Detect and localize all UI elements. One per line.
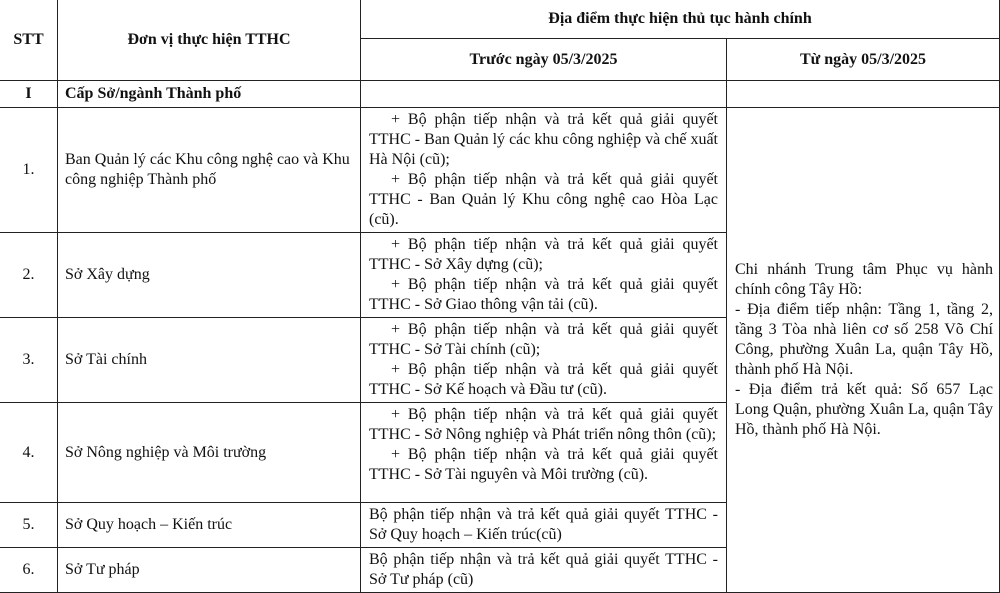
before-item: + Bộ phận tiếp nhận và trả kết quả giải quyết TTHC - Sở Tài chính (cũ); — [369, 321, 718, 358]
after-intro: Chi nhánh Trung tâm Phục vụ hành chính công Tây Hồ: — [735, 261, 993, 298]
row-unit: Sở Xây dựng — [58, 233, 361, 318]
header-after: Từ ngày 05/3/2025 — [727, 39, 1000, 81]
row-before — [361, 318, 727, 403]
after-location-cell — [727, 108, 1000, 593]
header-before: Trước ngày 05/3/2025 — [361, 39, 727, 81]
before-item: + Bộ phận tiếp nhận và trả kết quả giải quyết TTHC - Ban Quản lý Khu công nghệ cao Hòa Lạc (cũ). — [369, 171, 718, 228]
header-location: Địa điểm thực hiện thủ tục hành chính — [361, 0, 1000, 39]
row-unit: Sở Tài chính — [58, 318, 361, 403]
before-item: + Bộ phận tiếp nhận và trả kết quả giải quyết TTHC - Ban Quản lý các khu công nghiệp và chế xuất Hà Nội (cũ); — [369, 111, 718, 168]
section-numeral: I — [0, 81, 58, 108]
before-item: + Bộ phận tiếp nhận và trả kết quả giải quyết TTHC - Sở Kế hoạch và Đầu tư (cũ). — [369, 361, 718, 398]
section-after-empty — [727, 81, 1000, 108]
row-before — [361, 403, 727, 503]
row-unit: Sở Nông nghiệp và Môi trường — [58, 403, 361, 503]
section-title: Cấp Sở/ngành Thành phố — [58, 81, 361, 108]
row-number: 4. — [0, 403, 58, 503]
row-unit: Ban Quản lý các Khu công nghệ cao và Khu công nghiệp Thành phố — [58, 108, 361, 233]
before-item: + Bộ phận tiếp nhận và trả kết quả giải quyết TTHC - Sở Nông nghiệp và Phát triển nông thôn (cũ); — [369, 406, 718, 443]
before-item: + Bộ phận tiếp nhận và trả kết quả giải quyết TTHC - Sở Giao thông vận tải (cũ). — [369, 276, 718, 313]
before-item: Bộ phận tiếp nhận và trả kết quả giải quyết TTHC - Sở Quy hoạch – Kiến trúc(cũ) — [369, 506, 718, 543]
row-unit: Sở Quy hoạch – Kiến trúc — [58, 503, 361, 548]
row-number: 5. — [0, 503, 58, 548]
header-unit: Đơn vị thực hiện TTHC — [58, 0, 361, 81]
row-number: 3. — [0, 318, 58, 403]
row-before — [361, 233, 727, 318]
row-before — [361, 548, 727, 593]
header-stt: STT — [0, 0, 58, 81]
before-item: + Bộ phận tiếp nhận và trả kết quả giải quyết TTHC - Sở Tài nguyên và Môi trường (cũ). — [369, 446, 718, 483]
row-unit: Sở Tư pháp — [58, 548, 361, 593]
before-item: Bộ phận tiếp nhận và trả kết quả giải quyết TTHC - Sở Tư pháp (cũ) — [369, 551, 718, 588]
after-receive-location: - Địa điểm tiếp nhận: Tầng 1, tầng 2, tầng 3 Tòa nhà liên cơ số 258 Võ Chí Công, phường Xuân La, quận Tây Hồ, thành phố Hà Nội. — [735, 301, 993, 378]
row-number: 6. — [0, 548, 58, 593]
before-item: + Bộ phận tiếp nhận và trả kết quả giải quyết TTHC - Sở Xây dựng (cũ); — [369, 236, 718, 273]
row-number: 2. — [0, 233, 58, 318]
table-row — [0, 108, 1000, 233]
row-before — [361, 108, 727, 233]
section-before-empty — [361, 81, 727, 108]
row-number: 1. — [0, 108, 58, 233]
after-return-location: - Địa điểm trả kết quả: Số 657 Lạc Long Quận, phường Xuân La, quận Tây Hồ, thành phố Hà Nội. — [735, 381, 993, 438]
row-before — [361, 503, 727, 548]
